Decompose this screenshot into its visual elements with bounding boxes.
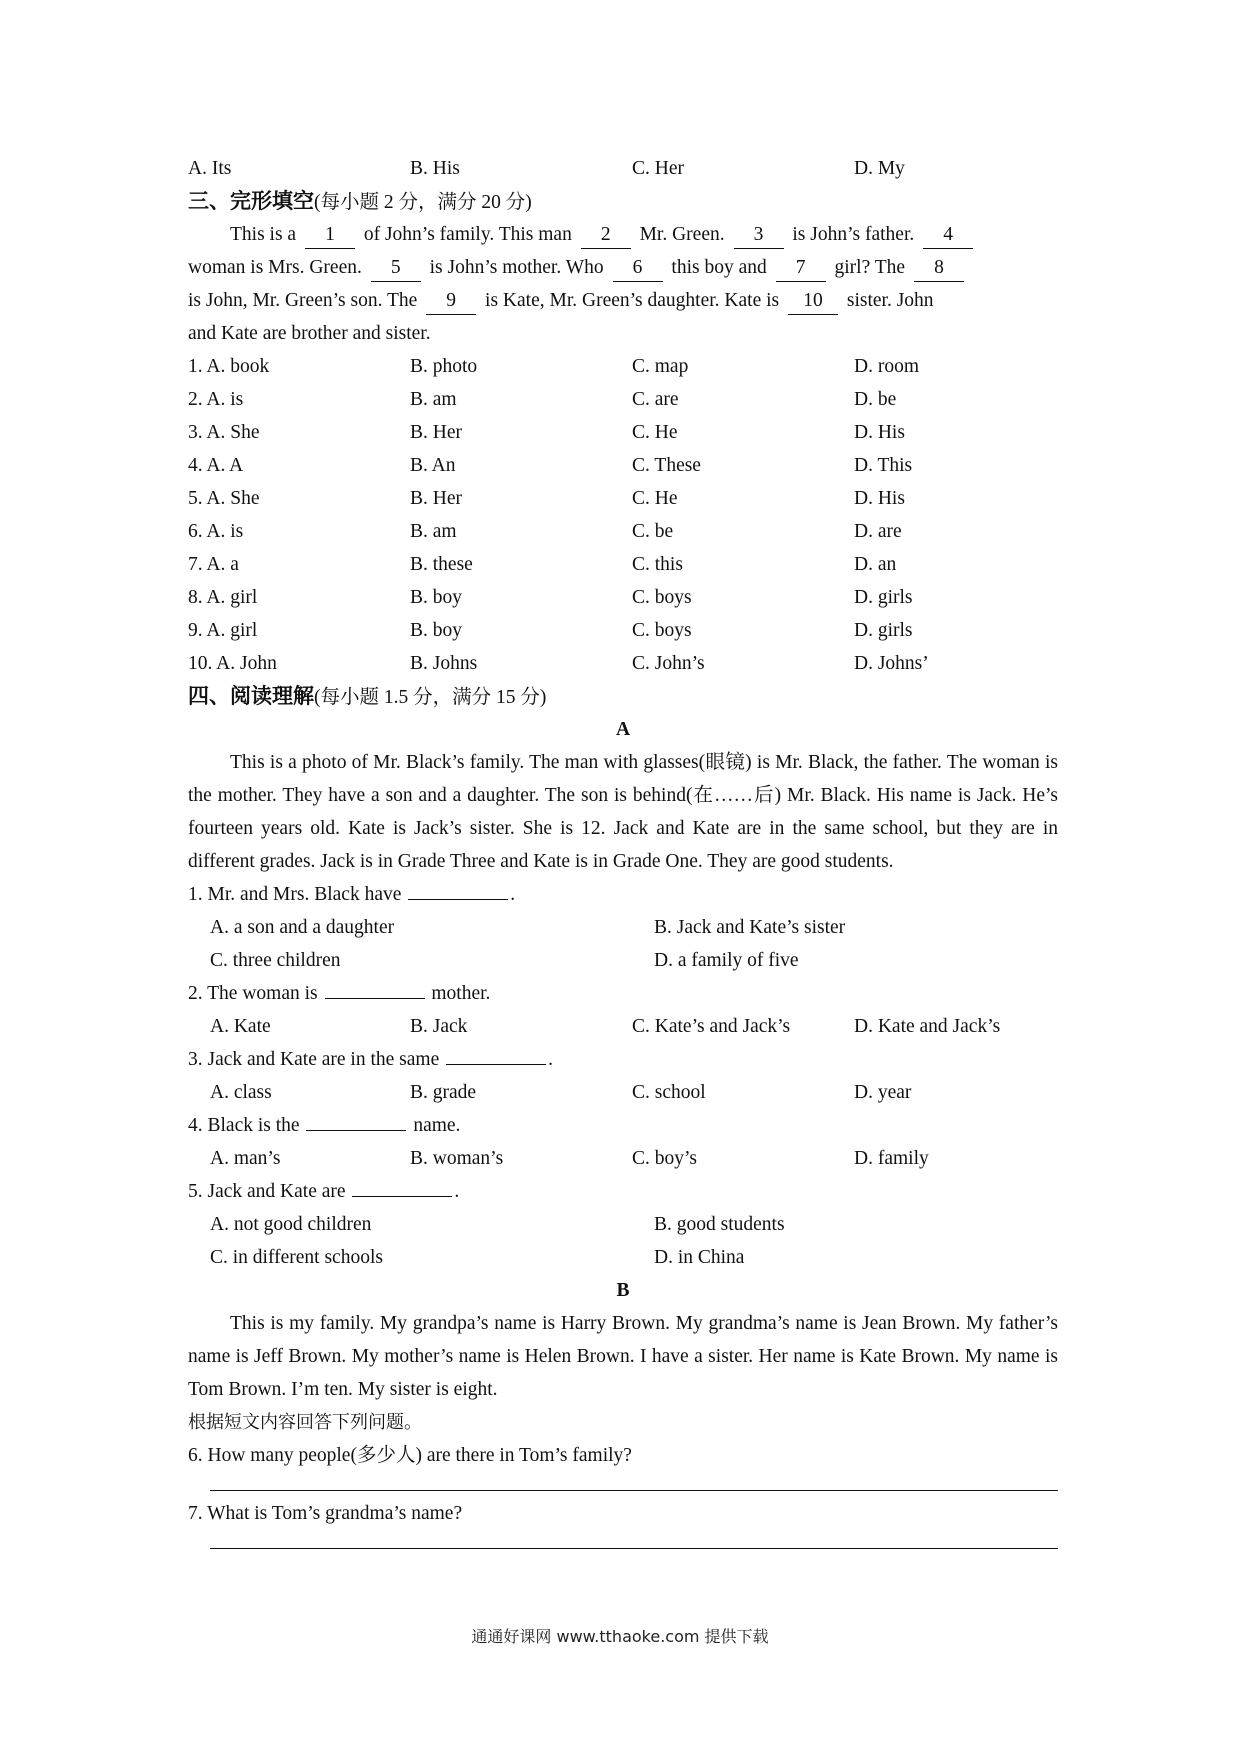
choice-d: D. Kate and Jack’s xyxy=(854,1016,1001,1037)
blank-8: 8 xyxy=(914,255,964,282)
reading-passage-b xyxy=(188,1307,1058,1406)
passage-text: is John’s father. xyxy=(792,224,915,245)
choice-c: C. These xyxy=(632,455,701,476)
answer-blank[interactable] xyxy=(306,1110,406,1131)
choices-row xyxy=(188,1208,1058,1241)
section-note: (每小题 1.5 分，满分 15 分) xyxy=(314,687,547,708)
choice-c: C. in different schools xyxy=(210,1247,383,1268)
options-row xyxy=(188,152,1058,185)
question-row xyxy=(188,581,1058,614)
part-label-a: A xyxy=(615,719,631,740)
stem-text: name. xyxy=(413,1115,461,1136)
blank-7: 7 xyxy=(776,255,826,282)
choice-b: B. woman’s xyxy=(410,1148,504,1169)
choices-row xyxy=(188,911,1058,944)
passage-b-text: This is my family. My grandpa’s name is Harry Brown. My grandma’s name is Jean Brown. My father’s name is Jeff Brown. My mother’s name is Helen Brown. I have a sister. Her name is Kate Brown. My name is Tom Brown. I’m ten. My sister is eight. xyxy=(188,1313,1058,1400)
choice-b: B. boy xyxy=(410,620,463,641)
option-a: A. Its xyxy=(188,158,232,179)
choice-d: D. an xyxy=(854,554,897,575)
question-row xyxy=(188,614,1058,647)
choice-b: B. Jack xyxy=(410,1016,468,1037)
choice-b: B. these xyxy=(410,554,473,575)
blank-2: 2 xyxy=(581,222,631,249)
choice-c: C. map xyxy=(632,356,689,377)
passage-text: This is a xyxy=(230,224,297,245)
choice-a: 7. A. a xyxy=(188,554,239,575)
choice-b: B. good students xyxy=(654,1214,785,1235)
choice-a: A. class xyxy=(210,1082,272,1103)
choice-a: 10. A. John xyxy=(188,653,277,674)
question-row xyxy=(188,482,1058,515)
choice-b: B. Her xyxy=(410,422,462,443)
choice-a: A. Kate xyxy=(210,1016,271,1037)
passage-text: is John’s mother. Who xyxy=(429,257,604,278)
choice-a: 2. A. is xyxy=(188,389,244,410)
question-stem xyxy=(188,1043,1058,1076)
choice-c: C. be xyxy=(632,521,674,542)
choice-c: C. boys xyxy=(632,587,692,608)
choice-a: 8. A. girl xyxy=(188,587,258,608)
passage-text: this boy and xyxy=(671,257,767,278)
blank-1: 1 xyxy=(305,222,355,249)
choice-c: C. school xyxy=(632,1082,706,1103)
choice-d: D. Johns’ xyxy=(854,653,929,674)
passage-text: is Kate, Mr. Green’s daughter. Kate is xyxy=(485,290,780,311)
answer-line-6[interactable] xyxy=(210,1472,1058,1491)
choice-c: C. He xyxy=(632,488,678,509)
section-title: 三、完形填空 xyxy=(188,189,314,213)
question-row xyxy=(188,449,1058,482)
stem-text: 5. Jack and Kate are xyxy=(188,1181,346,1202)
choice-c: C. He xyxy=(632,422,678,443)
cloze-options xyxy=(188,350,1058,680)
choice-d: D. room xyxy=(854,356,919,377)
choice-b: B. Her xyxy=(410,488,462,509)
choice-a: 1. A. book xyxy=(188,356,270,377)
choice-c: C. this xyxy=(632,554,683,575)
question-stem xyxy=(188,1175,1058,1208)
choices-row xyxy=(188,944,1058,977)
choices-row xyxy=(188,1010,1058,1043)
choice-a: 3. A. She xyxy=(188,422,260,443)
stem-text: 3. Jack and Kate are in the same xyxy=(188,1049,440,1070)
choice-c: C. three children xyxy=(210,950,341,971)
section-note: (每小题 2 分，满分 20 分) xyxy=(314,192,532,213)
part-label-b: B xyxy=(616,1280,630,1301)
choice-a: A. not good children xyxy=(210,1214,372,1235)
stem-text: 4. Black is the xyxy=(188,1115,300,1136)
choice-d: D. This xyxy=(854,455,913,476)
passage-text: of John’s family. This man xyxy=(363,224,572,245)
stem-text: . xyxy=(548,1049,553,1070)
answer-blank[interactable] xyxy=(446,1044,546,1065)
option-d: D. My xyxy=(854,158,905,179)
question-row xyxy=(188,515,1058,548)
question-row xyxy=(188,350,1058,383)
question-row xyxy=(188,416,1058,449)
choice-b: B. boy xyxy=(410,587,463,608)
stem-text: mother. xyxy=(431,983,491,1004)
choice-b: B. grade xyxy=(410,1082,477,1103)
answer-blank[interactable] xyxy=(325,978,425,999)
passage-text: sister. John xyxy=(846,290,934,311)
blank-3: 3 xyxy=(734,222,784,249)
choice-d: D. in China xyxy=(654,1247,745,1268)
choice-b: B. Johns xyxy=(410,653,478,674)
question-row xyxy=(188,647,1058,680)
choice-d: D. are xyxy=(854,521,902,542)
choices-row xyxy=(188,1076,1058,1109)
choice-c: C. boys xyxy=(632,620,692,641)
answer-blank[interactable] xyxy=(408,879,508,900)
choice-a: A. a son and a daughter xyxy=(210,917,395,938)
choice-b: B. am xyxy=(410,521,457,542)
question-row xyxy=(188,383,1058,416)
passage-text: is John, Mr. Green’s son. The xyxy=(188,290,418,311)
choice-d: D. girls xyxy=(854,587,913,608)
choice-d: D. be xyxy=(854,389,897,410)
choice-b: B. Jack and Kate’s sister xyxy=(654,917,846,938)
choice-b: B. An xyxy=(410,455,456,476)
question-row xyxy=(188,548,1058,581)
passage-text: Mr. Green. xyxy=(639,224,725,245)
stem-text: . xyxy=(454,1181,460,1202)
passage-text: and Kate are brother and sister. xyxy=(188,323,431,344)
question-stem xyxy=(188,1109,1058,1142)
footer-watermark: 通通好课网 www.tthaoke.com 提供下载 xyxy=(471,1627,769,1646)
instruction: 根据短文内容回答下列问题。 xyxy=(188,1412,422,1433)
choice-a: 5. A. She xyxy=(188,488,260,509)
section-title: 四、阅读理解 xyxy=(188,684,314,708)
stem-text: 1. Mr. and Mrs. Black have xyxy=(188,884,402,905)
passage-text: girl? The xyxy=(834,257,906,278)
choice-b: B. am xyxy=(410,389,457,410)
option-b: B. His xyxy=(410,158,460,179)
choice-c: C. are xyxy=(632,389,679,410)
choice-d: D. a family of five xyxy=(654,950,799,971)
choice-d: D. family xyxy=(854,1148,929,1169)
stem-text: . xyxy=(510,884,516,905)
choice-c: C. boy’s xyxy=(632,1148,698,1169)
choice-c: C. John’s xyxy=(632,653,705,674)
exam-page xyxy=(188,152,1058,1549)
section-heading xyxy=(188,680,1058,713)
passage-a-text: This is a photo of Mr. Black’s family. The man with glasses(眼镜) is Mr. Black, the father. The woman is the mother. They have a son and a daughter. The son is behind(在……后) Mr. Black. His name is Jack. He’s fourteen years old. Kate is Jack’s sister. She is 12. Jack and Kate are in the same school, but they are in different grades. Jack is in Grade Three and Kate is in Grade One. They are good students. xyxy=(188,752,1058,872)
question-6: 6. How many people(多少人) are there in Tom’s family? xyxy=(188,1445,632,1466)
blank-6: 6 xyxy=(613,255,663,282)
section-heading xyxy=(188,185,1058,218)
question-stem xyxy=(188,878,1058,911)
choice-a: 6. A. is xyxy=(188,521,244,542)
choice-c: C. Kate’s and Jack’s xyxy=(632,1016,791,1037)
option-c: C. Her xyxy=(632,158,684,179)
choice-d: D. girls xyxy=(854,620,913,641)
passage-text: woman is Mrs. Green. xyxy=(188,257,362,278)
answer-blank[interactable] xyxy=(352,1176,452,1197)
choice-d: D. His xyxy=(854,422,905,443)
blank-5: 5 xyxy=(371,255,421,282)
choices-row xyxy=(188,1241,1058,1274)
blank-10: 10 xyxy=(788,288,838,315)
reading-passage-a xyxy=(188,746,1058,878)
choice-a: 4. A. A xyxy=(188,455,244,476)
choice-a: A. man’s xyxy=(210,1148,281,1169)
choice-d: D. year xyxy=(854,1082,912,1103)
answer-line-7[interactable] xyxy=(210,1530,1058,1549)
question-7: 7. What is Tom’s grandma’s name? xyxy=(188,1503,463,1524)
choices-row xyxy=(188,1142,1058,1175)
question-stem xyxy=(188,977,1058,1010)
blank-9: 9 xyxy=(426,288,476,315)
stem-text: 2. The woman is xyxy=(188,983,318,1004)
choice-b: B. photo xyxy=(410,356,478,377)
choice-d: D. His xyxy=(854,488,905,509)
blank-4: 4 xyxy=(923,222,973,249)
cloze-passage xyxy=(188,218,1058,350)
choice-a: 9. A. girl xyxy=(188,620,258,641)
